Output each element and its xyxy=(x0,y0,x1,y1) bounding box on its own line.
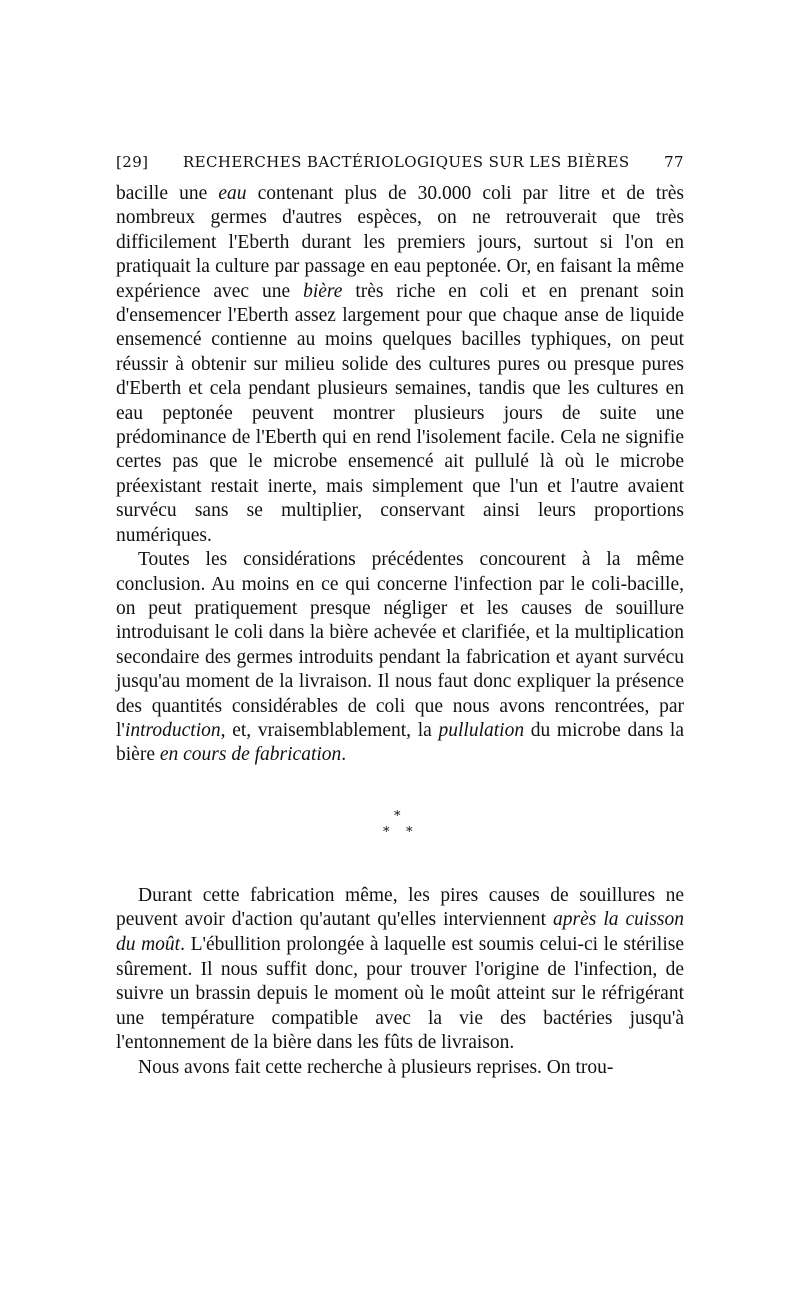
italic-run: pullulation xyxy=(438,719,525,741)
text-run: Nous avons fait cette recherche à plusieurs reprises. On trou- xyxy=(138,1056,614,1078)
section-separator xyxy=(116,768,684,884)
separator-star: * xyxy=(406,824,413,840)
italic-run: après la cuisson du moût xyxy=(116,909,684,955)
text-run: . L'ébullition prolongée à laquelle est soumis celui-ci le stérilise sûrement. Il nous suffit donc, pour trouver l'origine de l'infection, de suivre un brassin depuis le moment où le moût atteint sur le réfrigérant une température compatible avec la vie des bactéries jusqu'à l'entonnement de la bière dans les fûts de livraison. xyxy=(116,933,685,1054)
separator-star: * xyxy=(383,824,390,840)
separator-star: * xyxy=(394,808,401,824)
paragraph-1 xyxy=(116,182,684,548)
text-run: Toutes les considérations précédentes concourent à la même conclusion. Au moins en ce qui concerne l'infection par le coli-bacille, on peut pratiquement presque négliger et les causes de souillure introduisant le coli dans la bière achevée et clarifiée, et la multiplication secondaire des germes introduits pendant la fabrication et ayant survécu jusqu'au moment de la livraison. Il nous faut donc expliquer la présence des quantités considérables de coli que nous avons rencontrées, par l' xyxy=(116,549,684,741)
paragraph-3 xyxy=(116,884,684,1056)
text-run: contenant plus de 30.000 coli par litre et de très nombreux germes d'autres espèces, on ne retrouverait que très difficilement l'Eberth durant les premiers jours, surtout si l'on en pratiquait la culture par passage en eau peptonée. Or, en faisant la même expérience avec une xyxy=(116,183,684,302)
text-run: du microbe dans la bière xyxy=(116,719,684,766)
page-reference: [29] xyxy=(116,153,149,171)
section-two xyxy=(116,884,684,1081)
section-one xyxy=(116,182,684,768)
book-page xyxy=(116,150,684,1081)
italic-run: introduction xyxy=(124,719,221,741)
italic-run: eau xyxy=(218,183,247,204)
paragraph-2 xyxy=(116,548,684,768)
text-run: . xyxy=(341,744,347,766)
running-head xyxy=(116,150,684,174)
text-run: Durant cette fabrication même, les pires causes de souillures ne peuvent avoir d'action qu'autant qu'elles interviennent xyxy=(116,884,684,931)
italic-run: en cours de fabrication xyxy=(159,744,342,766)
text-run: , et, vraisemblablement, la xyxy=(220,719,439,741)
text-run: bacille une xyxy=(116,183,219,204)
page-number: 77 xyxy=(664,153,684,171)
italic-run: bière xyxy=(303,280,343,302)
text-run: très riche en coli et en prenant soin d'ensemencer l'Eberth assez largement pour que chaque anse de liquide ensemencé contienne au moins quelques bacilles typhiques, on peut réussir à obtenir sur milieu solide des cultures pures ou presque pures d'Eberth et cela pendant plusieurs semaines, tandis que les cultures en eau peptonée peuvent montrer plusieurs jours de suite une prédominance de l'Eberth qui en rend l'isolement facile. Cela ne signifie certes pas que le microbe ensemencé ait pullulé là où le microbe préexistant restait inerte, mais simplement que l'un et l'autre avaient survécu sans se multiplier, conservant ainsi leurs proportions numériques. xyxy=(116,280,685,546)
running-title: RECHERCHES BACTÉRIOLOGIQUES SUR LES BIÈRES xyxy=(182,153,630,171)
paragraph-4 xyxy=(116,1056,684,1081)
